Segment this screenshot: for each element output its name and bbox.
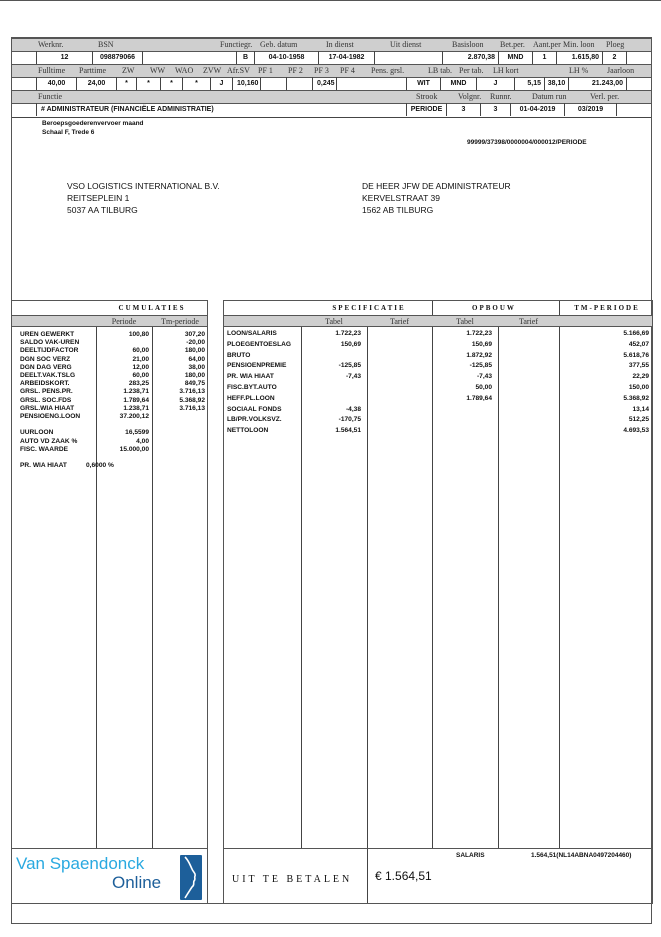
opbouw-tabel-value: 1.722,23: [466, 330, 492, 337]
label-geb-datum: Geb. datum: [260, 40, 298, 49]
cumulaties-label: DGN SOC VERZ: [20, 355, 71, 363]
value-uit-dienst: [374, 51, 442, 64]
header-row1-labels: [12, 38, 651, 52]
value-end: [616, 103, 626, 116]
spec-tabel-value: 1.722,23: [335, 330, 361, 337]
value-ploeg: 2: [602, 51, 626, 64]
header-row2-values: [12, 77, 651, 90]
spec-label: PR. WIA HIAAT: [227, 373, 274, 381]
opbouw-title: OPBOUW: [472, 304, 516, 312]
label-bsn: BSN: [98, 40, 114, 49]
value-functie: # ADMINISTRATEUR (FINANCIËLE ADMINISTRATIE): [36, 103, 406, 116]
spec-tabel-value: -170,75: [338, 416, 361, 424]
logo-face-icon: [180, 855, 202, 900]
cumulaties-row: [20, 380, 206, 388]
opbouw-tabel-value: -7,43: [476, 373, 492, 381]
value-in-dienst: 17-04-1982: [318, 51, 374, 64]
cumulaties-label: GRSL. SOC.FDS: [20, 396, 72, 404]
employer-address: [67, 180, 220, 216]
logo-box: [11, 848, 208, 904]
value-datum-run: 01-04-2019: [510, 103, 564, 116]
value-pf2: [260, 77, 286, 90]
label-bet-per: Bet.per.: [500, 40, 525, 49]
spec-label: NETTOLOON: [227, 427, 269, 435]
specificatie-row: [227, 416, 651, 426]
payslip: [11, 37, 652, 924]
value-strook: PERIODE: [406, 103, 446, 116]
col-spec-tabel: Tabel: [325, 317, 343, 326]
cumulaties-row: [20, 388, 206, 396]
value-zvw: *: [182, 77, 210, 90]
label-volgnr: Volgnr.: [458, 92, 482, 101]
pay-amount: € 1.564,51: [375, 869, 432, 883]
value-volgnr: 3: [446, 103, 480, 116]
value-ww: *: [136, 77, 160, 90]
opbouw-tabel-value: 150,69: [471, 340, 492, 348]
spec-label: LB/PR.VOLKSVZ.: [227, 416, 282, 424]
label-zw: ZW: [122, 66, 135, 75]
cumulaties-panel: [11, 300, 208, 849]
value-afr-sv: J: [210, 77, 232, 90]
cumulaties-extra-value: 4,00: [136, 437, 149, 445]
value-blank: [142, 51, 236, 64]
cumulaties-periode: 1.238,71: [123, 388, 149, 396]
value-pf1: 10,160: [232, 77, 260, 90]
cumulaties-row: [20, 364, 206, 372]
specificatie-row: [227, 395, 651, 405]
cumulaties-periode: 60,00: [132, 372, 149, 379]
tm-periode-value: 5.368,92: [623, 394, 649, 402]
cumulaties-row: [20, 356, 206, 364]
payment-type: SALARIS: [456, 852, 485, 859]
cumulaties-label: SALDO VAK-UREN: [20, 339, 80, 347]
label-pf2: PF 2: [288, 66, 303, 75]
label-lh-kort: LH kort: [493, 66, 519, 75]
cumulaties-extra-row: [20, 429, 206, 437]
cumulaties-periode: 100,80: [128, 331, 149, 338]
cumulaties-title: CUMULATIES: [118, 304, 186, 312]
cumulaties-label: PENSIOENG.LOON: [20, 413, 81, 420]
value-zw: *: [116, 77, 136, 90]
specificatie-row: [227, 341, 651, 351]
col-periode: Periode: [111, 317, 137, 326]
value-per-tab: MND: [440, 77, 476, 90]
cumulaties-periode: 1.238,71: [123, 404, 149, 412]
employer-name: VSO LOGISTICS INTERNATIONAL B.V.: [67, 181, 220, 191]
cumulaties-label: GRSL.WIA HIAAT: [20, 404, 75, 412]
logo-text-line2: Online: [112, 873, 162, 892]
header-row1-values: [12, 51, 651, 64]
label-strook: Strook: [416, 92, 438, 101]
value-jaarloon: 21.243,00: [568, 77, 626, 90]
label-verl-per: Verl. per.: [590, 92, 620, 101]
label-uit-dienst: Uit dienst: [390, 40, 422, 49]
cumulaties-tm: 5.368,92: [179, 396, 205, 404]
value-pf3: [286, 77, 312, 90]
col-spec-tarief: Tarief: [390, 317, 409, 326]
cumulaties-extra-label: AUTO VD ZAAK %: [20, 437, 78, 445]
value-lb-tab: WIT: [406, 77, 440, 90]
value-basisloon: 2.870,38: [442, 51, 498, 64]
tm-periode-value: 452,07: [628, 340, 649, 348]
employee-name: DE HEER JFW DE ADMINISTRATEUR: [362, 181, 511, 191]
wia-label: PR. WIA HIAAT: [20, 462, 67, 470]
specificatie-title: SPECIFICATIE: [332, 304, 406, 312]
tm-periode-value: 5.618,76: [623, 351, 649, 359]
cumulaties-row: [20, 413, 206, 421]
label-lb-tab: LB tab.: [428, 66, 452, 75]
cumulaties-row: [20, 331, 206, 339]
cumulaties-tm: 3.716,13: [179, 404, 205, 412]
opbouw-tabel-value: 1.872,92: [466, 351, 492, 359]
page-top-rule: [0, 0, 661, 1]
spec-tabel-value: 1.564,51: [335, 427, 361, 435]
label-basisloon: Basisloon: [452, 40, 484, 49]
label-zvw: ZVW: [203, 66, 222, 75]
cumulaties-label: UREN GEWERKT: [20, 331, 75, 338]
cumulaties-extra-value: 15.000,00: [119, 445, 149, 453]
value-aant-per: 1: [532, 51, 556, 64]
specificatie-row: [227, 352, 651, 362]
cumulaties-row: [20, 397, 206, 405]
label-wao: WAO: [175, 66, 194, 75]
cumulaties-extra-row: [20, 446, 206, 454]
value-werknr: 12: [36, 51, 92, 64]
value-geb-datum: 04-10-1958: [254, 51, 318, 64]
cumulaties-row: [20, 405, 206, 413]
cumulaties-tm: 3.716,13: [179, 388, 205, 396]
value-lh-kort-amount: 5,15: [514, 77, 544, 90]
spec-tabel-value: -125,85: [338, 362, 361, 370]
tm-periode-value: 4.693,53: [623, 427, 649, 435]
label-werknr: Werknr.: [38, 40, 64, 49]
value-end: [626, 51, 636, 64]
label-min-loon: Min. loon: [563, 40, 595, 49]
specificatie-panel: [223, 300, 653, 849]
pay-label: UIT TE BETALEN: [232, 874, 353, 885]
employer-city: 5037 AA TILBURG: [67, 205, 138, 215]
payment-detail: 1.564,51(NL14ABNA0497204460): [531, 852, 632, 859]
label-jaarloon: Jaarloon: [607, 66, 635, 75]
label-ww: WW: [150, 66, 166, 75]
label-pf1: PF 1: [258, 66, 273, 75]
opbouw-tabel-value: -125,85: [469, 362, 492, 370]
col-opb-tabel: Tabel: [456, 317, 474, 326]
value-wao: *: [160, 77, 182, 90]
reference-code: 99999/37398/0000004/000012/PERIODE: [467, 139, 587, 146]
spec-label: FISC.BYT.AUTO: [227, 384, 277, 391]
value-lh-pct: 38,10: [544, 77, 568, 90]
cumulaties-periode: 21,00: [132, 355, 149, 363]
header-row2-labels: [12, 64, 651, 78]
tm-periode-value: 512,25: [628, 416, 649, 424]
cumulaties-label: DEELT.VAK.TSLG: [20, 372, 76, 379]
cao-line: Beroepsgoederenvervoer maand: [42, 120, 144, 127]
specificatie-column-header: [224, 315, 652, 327]
value-parttime: 24,00: [76, 77, 116, 90]
value-pf4: 0,245: [312, 77, 336, 90]
cumulaties-extra-value: 16,5599: [125, 429, 149, 437]
divider: [367, 849, 368, 903]
tm-periode-value: 377,55: [628, 362, 649, 370]
specificatie-row: [227, 384, 651, 394]
wia-value: 0,6000 %: [86, 462, 114, 470]
cumulaties-label: GRSL. PENS.PR.: [20, 388, 73, 396]
cumulaties-periode: 12,00: [132, 363, 149, 371]
tm-periode-value: 22,29: [632, 373, 649, 381]
label-parttime: Parttime: [79, 66, 107, 75]
header-row3-labels: [12, 90, 651, 104]
tm-periode-title: TM-PERIODE: [574, 304, 640, 312]
label-functie: Functie: [38, 92, 62, 101]
label-aant-per: Aant.per: [533, 40, 561, 49]
cumulaties-row: [20, 347, 206, 355]
spec-tabel-value: 150,69: [340, 340, 361, 348]
cumulaties-label: DGN DAG VERG: [20, 363, 72, 371]
col-tm-periode: Tm-periode: [161, 317, 199, 326]
opbouw-tabel-value: 1.789,64: [466, 394, 492, 402]
spec-label: PLOEGENTOESLAG: [227, 340, 291, 348]
cumulaties-tm: 180,00: [184, 347, 205, 355]
spec-label: LOON/SALARIS: [227, 330, 277, 337]
cumulaties-extra-label: UURLOON: [20, 429, 54, 437]
specificatie-row: [227, 362, 651, 372]
logo-text-line1: Van Spaendonck: [16, 854, 145, 873]
label-ploeg: Ploeg: [606, 40, 625, 49]
cumulaties-tm: 64,00: [188, 355, 205, 363]
specificatie-row: [227, 406, 651, 416]
cumulaties-extra-row: [20, 438, 206, 446]
tm-periode-value: 5.166,69: [623, 330, 649, 337]
spec-tabel-value: -4,38: [345, 405, 361, 413]
cumulaties-row: [20, 372, 206, 380]
cumulaties-tm: 307,20: [184, 331, 205, 338]
label-afr-sv: Afr.SV: [227, 66, 250, 75]
label-pf3: PF 3: [314, 66, 329, 75]
label-pens-grsl: Pens. grsl.: [371, 66, 405, 75]
value-lh-kort: J: [476, 77, 514, 90]
employer-street: REITSEPLEIN 1: [67, 193, 130, 203]
value-end: [626, 77, 636, 90]
value-min-loon: 1.615,80: [556, 51, 602, 64]
value-bet-per: MND: [498, 51, 532, 64]
cumulaties-tm: 38,00: [188, 363, 205, 371]
footer-rule: [11, 903, 652, 904]
label-pf4: PF 4: [340, 66, 355, 75]
value-pens-grsl: [336, 77, 406, 90]
cumulaties-tm: 180,00: [184, 372, 205, 379]
cumulaties-extra-label: FISC. WAARDE: [20, 445, 68, 453]
cumulaties-periode: 1.789,64: [123, 396, 149, 404]
spec-tabel-value: -7,43: [345, 373, 361, 381]
cumulaties-row: [20, 339, 206, 347]
cumulaties-periode: 37.200,12: [119, 413, 149, 420]
spec-label: PENSIOENPREMIE: [227, 362, 287, 370]
specificatie-row: [227, 427, 651, 437]
specificatie-row: [227, 330, 651, 340]
wia-row: [20, 462, 206, 470]
label-fulltime: Fulltime: [38, 66, 66, 75]
employee-address: [362, 180, 511, 216]
payment-box: [223, 848, 653, 904]
cumulaties-label: DEELTIJDFACTOR: [20, 347, 79, 355]
employee-street: KERVELSTRAAT 39: [362, 193, 440, 203]
value-functiegr: B: [236, 51, 254, 64]
cumulaties-label: ARBEIDSKORT.: [20, 380, 70, 388]
value-fulltime: 40,00: [36, 77, 76, 90]
tm-periode-value: 150,00: [628, 384, 649, 391]
col-opb-tarief: Tarief: [519, 317, 538, 326]
tm-periode-value: 13,14: [632, 405, 649, 413]
employee-city: 1562 AB TILBURG: [362, 205, 434, 215]
cumulaties-periode: 283,25: [128, 380, 149, 388]
spec-label: SOCIAAL FONDS: [227, 405, 282, 413]
opbouw-tabel-value: 50,00: [475, 384, 492, 391]
cumulaties-periode: 60,00: [132, 347, 149, 355]
label-datum-run: Datum run: [532, 92, 567, 101]
cumulaties-column-header: [12, 315, 207, 327]
cumulaties-tm: -20,00: [186, 339, 205, 347]
specificatie-row: [227, 373, 651, 383]
spec-label: HEFF.PL.LOON: [227, 394, 275, 402]
label-in-dienst: In dienst: [326, 40, 354, 49]
cumulaties-tm: 849,75: [184, 380, 205, 388]
label-lh-pct: LH %: [569, 66, 589, 75]
label-runnr: Runnr.: [490, 92, 512, 101]
label-functiegr: Functiegr.: [220, 40, 253, 49]
value-bsn: 098879066: [92, 51, 142, 64]
value-runnr: 3: [480, 103, 510, 116]
label-per-tab: Per tab.: [459, 66, 484, 75]
spec-label: BRUTO: [227, 351, 251, 359]
scale-line: Schaal F, Trede 6: [42, 129, 95, 136]
value-verl-per: 03/2019: [564, 103, 616, 116]
header-row3-values: [12, 103, 651, 118]
